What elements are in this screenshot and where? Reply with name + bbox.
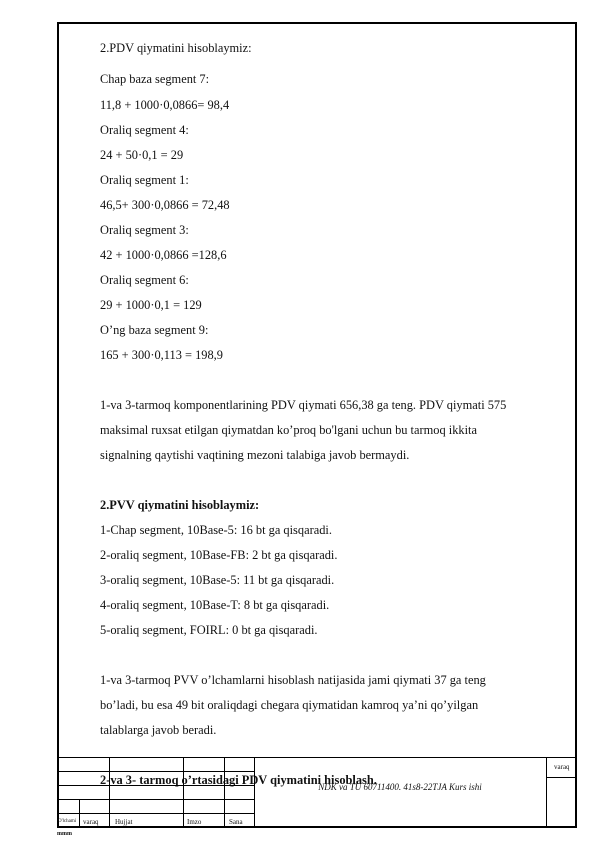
text-line: Oraliq segment 6: (100, 273, 189, 287)
paragraph-line: maksimal ruxsat etilgan qiymatdan ko’proq bo'lgani uchun bu tarmoq ikkita (100, 423, 477, 437)
stamp-col-hujjat: Hujjat (115, 818, 133, 826)
paragraph-line: 1-va 3-tarmoq PVV o’lchamlarni hisoblash natijasida jami qiymati 37 ga teng (100, 673, 486, 687)
stamp-bottom-cut-text: mmm (57, 831, 72, 837)
paragraph-line: talablarga javob beradi. (100, 723, 217, 737)
stamp-col-sana: Sana (229, 818, 243, 826)
formula-line: 42 + 1000·0,0866 =128,6 (100, 248, 227, 262)
paragraph-line: bo’ladi, bu esa 49 bit oraliqdagi chegara qiymatidan kamroq ya’ni qo’yilgan (100, 698, 479, 712)
list-item: 5-oraliq segment, FOIRL: 0 bt ga qisqaradi. (100, 623, 318, 637)
stamp-sheet-label: varaq (554, 763, 570, 771)
stamp-document-title: NDK va TU 60711400. 41s8-22TJA Kurs ishi (318, 782, 482, 792)
formula-line: 165 + 300·0,113 = 198,9 (100, 348, 223, 362)
text-line: Oraliq segment 3: (100, 223, 189, 237)
heading-pvv: 2.PVV qiymatini hisoblaymiz: (100, 498, 260, 512)
text-line: O’ng baza segment 9: (100, 323, 209, 337)
list-item: 2-oraliq segment, 10Base-FB: 2 bt ga qisqaradi. (100, 548, 338, 562)
list-item: 4-oraliq segment, 10Base-T: 8 bt ga qisqaradi. (100, 598, 330, 612)
list-item: 3-oraliq segment, 10Base-5: 11 bt ga qisqaradi. (100, 573, 335, 587)
stamp-col-olchami: O'lchami (58, 819, 77, 824)
stamp-col-imzo: Imzo (187, 818, 202, 826)
text-line: Oraliq segment 1: (100, 173, 189, 187)
formula-line: 46,5+ 300·0,0866 = 72,48 (100, 198, 230, 212)
paragraph-line: 1-va 3-tarmoq komponentlarining PDV qiymati 656,38 ga teng. PDV qiymati 575 (100, 398, 507, 412)
text-line: Oraliq segment 4: (100, 123, 189, 137)
formula-line: 24 + 50·0,1 = 29 (100, 148, 184, 162)
paragraph-line: signalning qaytishi vaqtining mezoni talabiga javob bermaydi. (100, 448, 410, 462)
heading-pdv-2-3: 2-va 3- tarmoq o’rtasidagi PDV qiymatini hisoblash. (100, 773, 377, 787)
stamp-col-varaq: varaq (83, 818, 99, 826)
text-line: Chap baza segment 7: (100, 72, 210, 86)
formula-line: 29 + 1000·0,1 = 129 (100, 298, 202, 312)
list-item: 1-Chap segment, 10Base-5: 16 bt ga qisqaradi. (100, 523, 332, 537)
formula-line: 11,8 + 1000·0,0866= 98,4 (100, 98, 230, 112)
title-block (57, 757, 577, 828)
heading-pdv: 2.PDV qiymatini hisoblaymiz: (100, 41, 252, 55)
